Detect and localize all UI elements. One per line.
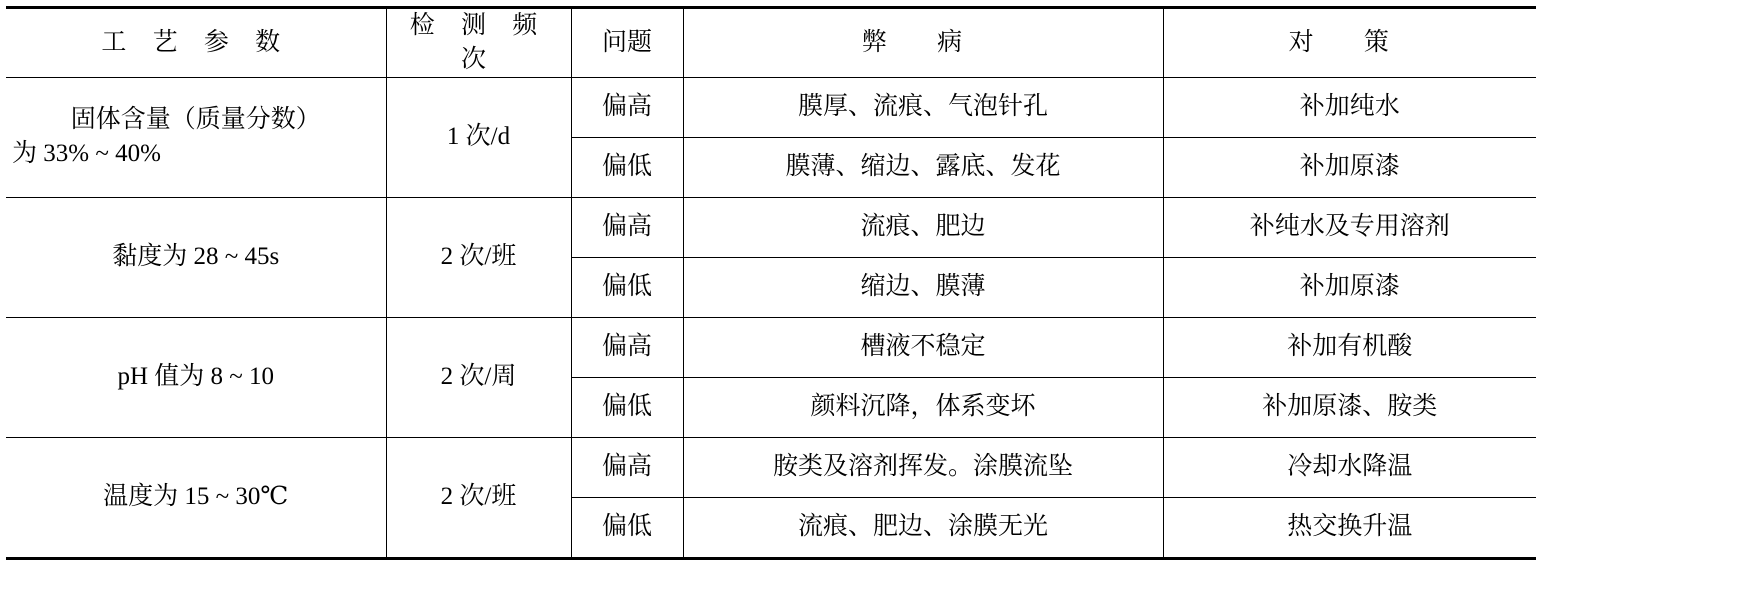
measure-cell: 补纯水及专用溶剂: [1163, 197, 1536, 257]
table-row: [6, 437, 1536, 497]
defect-cell: 缩边、膜薄: [683, 257, 1163, 317]
measure-cell: 补加原漆: [1163, 137, 1536, 197]
measure-cell: 补加原漆、胺类: [1163, 377, 1536, 437]
table-row: [6, 77, 1536, 137]
header-measure: 对 策: [1163, 8, 1536, 78]
measure-cell: 热交换升温: [1163, 497, 1536, 558]
param-line2: 为 33% ~ 40%: [12, 140, 161, 167]
defect-cell: 膜薄、缩边、露底、发花: [683, 137, 1163, 197]
frequency-cell: 2 次/班: [386, 197, 571, 317]
issue-cell: 偏低: [571, 377, 683, 437]
measure-cell: 补加原漆: [1163, 257, 1536, 317]
table-row: [6, 317, 1536, 377]
table-row: [6, 197, 1536, 257]
param-line1: 固体含量（质量分数）: [70, 106, 321, 134]
measure-cell: 补加有机酸: [1163, 317, 1536, 377]
measure-cell: 补加纯水: [1163, 77, 1536, 137]
issue-cell: 偏低: [571, 137, 683, 197]
defect-cell: 胺类及溶剂挥发。涂膜流坠: [683, 437, 1163, 497]
issue-cell: 偏低: [571, 257, 683, 317]
process-parameter-table: [6, 6, 1536, 560]
header-defect: 弊 病: [683, 8, 1163, 78]
defect-cell: 流痕、肥边: [683, 197, 1163, 257]
frequency-cell: 2 次/班: [386, 437, 571, 558]
header-test-frequency: 检 测 频 次: [386, 8, 571, 78]
table-header-row: [6, 8, 1536, 78]
param-cell: pH 值为 8 ~ 10: [6, 317, 386, 437]
issue-cell: 偏高: [571, 77, 683, 137]
document-page: [0, 6, 1747, 606]
param-cell: 温度为 15 ~ 30℃: [6, 437, 386, 558]
issue-cell: 偏高: [571, 317, 683, 377]
param-cell: [6, 77, 386, 197]
defect-cell: 膜厚、流痕、气泡针孔: [683, 77, 1163, 137]
issue-cell: 偏高: [571, 437, 683, 497]
measure-cell: 冷却水降温: [1163, 437, 1536, 497]
issue-cell: 偏低: [571, 497, 683, 558]
frequency-cell: 2 次/周: [386, 317, 571, 437]
defect-cell: 流痕、肥边、涂膜无光: [683, 497, 1163, 558]
frequency-cell: 1 次/d: [386, 77, 571, 197]
param-cell: 黏度为 28 ~ 45s: [6, 197, 386, 317]
defect-cell: 颜料沉降，体系变坏: [683, 377, 1163, 437]
defect-cell: 槽液不稳定: [683, 317, 1163, 377]
header-issue: 问题: [571, 8, 683, 78]
issue-cell: 偏高: [571, 197, 683, 257]
header-process-parameter: 工 艺 参 数: [6, 8, 386, 78]
